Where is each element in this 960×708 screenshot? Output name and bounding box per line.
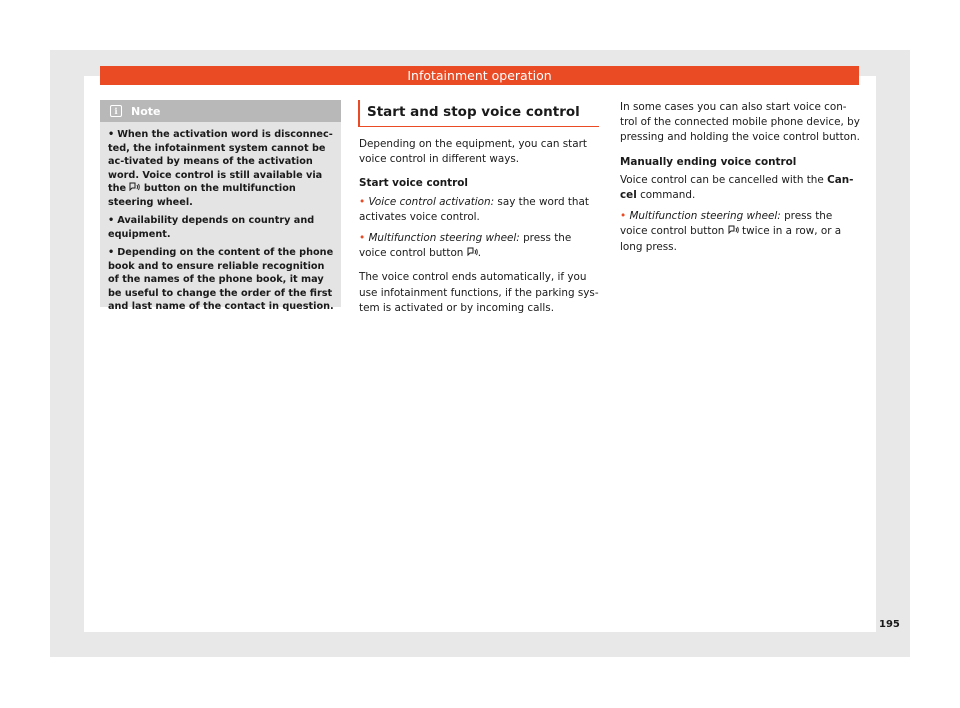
note-header <box>100 100 341 122</box>
auto-end-paragraph: The voice control ends automatically, if you use infotainment functions, if the parking sys-tem is activated or by incoming calls. <box>359 271 599 314</box>
cancel-text: Voice control can be cancelled with the <box>620 173 828 186</box>
intro-paragraph: Depending on the equipment, you can start voice control in different ways. <box>359 138 587 166</box>
bullet-voice-activation: • Voice control activation: say the word that activates voice control. <box>359 195 589 223</box>
bullet-label: Multifunction steering wheel: <box>368 232 520 245</box>
note-item: • When the activation word is disconnec-ted, the infotainment system cannot be ac-tivated by means of the activation word. Voice control is still available via the button on the multifunction steering wheel. <box>108 129 333 208</box>
note-item-text: Availability depends on country and equipment. <box>108 215 315 240</box>
page-number: 195 <box>879 619 900 630</box>
bullet-text: say the word that activates voice control. <box>359 195 589 223</box>
note-item: • Availability depends on country and equipment. <box>108 215 315 240</box>
section-title: Start and stop voice control <box>367 104 580 120</box>
column-middle <box>359 100 599 325</box>
bullet-label: Voice control activation: <box>368 195 495 208</box>
note-item-text: When the activation word is disconnec-ted, the infotainment system cannot be ac-tivated by means of the activation word. Voice control is still available via the <box>108 129 333 194</box>
chapter-header: Infotainment operation <box>100 66 859 85</box>
section-title-block <box>358 100 599 127</box>
note-item-text: Depending on the content of the phone book and to ensure reliable recognition of the names of the phone book, it may be useful to change the order of the first and last name of the contact in question. <box>108 247 334 312</box>
bullet-steering-wheel-end: • Multifunction steering wheel: press the voice control button twice in a row, or a long press. <box>620 210 842 253</box>
voice-control-icon <box>129 182 140 192</box>
cancel-command: Can-cel <box>620 173 854 202</box>
info-icon: i <box>110 105 122 117</box>
bullet-steering-wheel: • Multifunction steering wheel: press the voice control button . <box>359 232 572 260</box>
bullet-text: press the voice control button <box>359 232 572 260</box>
bullet-text: press the voice control button <box>620 210 833 238</box>
bullet-label: Multifunction steering wheel: <box>629 210 781 223</box>
note-box <box>100 100 341 312</box>
column-right <box>620 100 860 264</box>
note-item-text-cont: button on the multifunction steering wheel. <box>108 183 296 208</box>
note-item: • Depending on the content of the phone book and to ensure reliable recognition of the names of the phone book, it may be useful to change the order of the first and last name of the contact in question. <box>108 247 334 312</box>
bullet-end: . <box>477 247 482 260</box>
voice-control-icon <box>728 225 739 235</box>
cancel-text-end: command. <box>636 189 696 202</box>
mobile-voice-paragraph: In some cases you can also start voice con-trol of the connected mobile phone device, by pressing and holding the voice control button. <box>620 101 860 144</box>
note-title: Note <box>131 104 161 118</box>
cancel-paragraph <box>620 173 860 203</box>
note-body <box>100 122 341 314</box>
bullet-text-end: twice in a row, or a long press. <box>620 225 842 253</box>
manual-end-heading: Manually ending voice control <box>620 155 797 168</box>
start-heading: Start voice control <box>359 177 468 190</box>
voice-control-icon <box>467 247 478 257</box>
